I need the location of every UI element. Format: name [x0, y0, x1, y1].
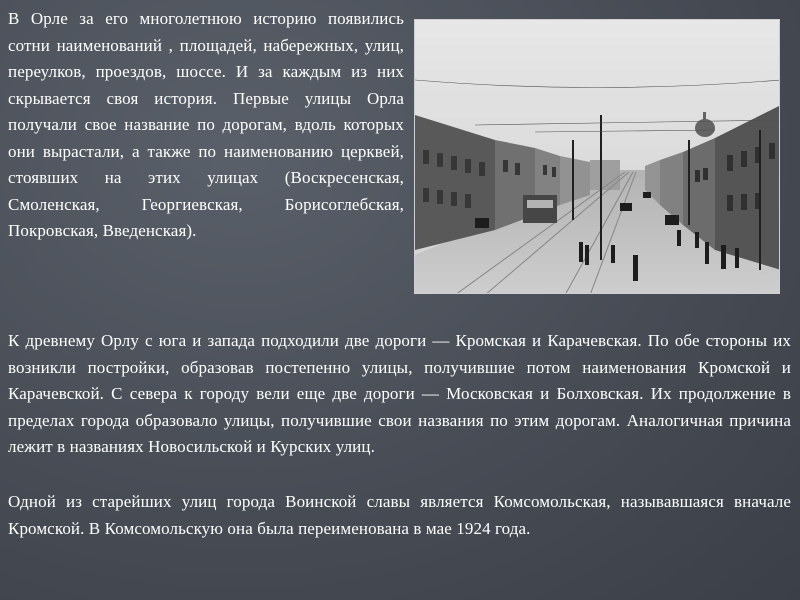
paragraph-komsomolskaya: Одной из старейших улиц города Воинской славы является Комсомольская, называвшаяся вначале Кромской. В Комсомольскую она была переименована в мае 1924 года.: [8, 492, 791, 538]
historic-street-photo: [414, 19, 780, 294]
paragraph-intro: В Орле за его многолетнюю историю появились сотни наименований , площадей, набережных, улиц, переулков, проездов, шоссе. И за каждым из них скрывается своя история. Первые улицы Орла получали свое название по дорогам, вдоль которых они вырастали, а также по наименованию церквей, стоявших на этих улицах (Воскресенская, Смоленская, Георгиевская, Борисоглебская, Покровская, Введенская).: [8, 9, 404, 240]
paragraph-roads: К древнему Орлу с юга и запада подходили две дороги — Кромская и Карачевская. По обе стороны их возникли постройки, образовав постепенно улицы, получившие потом наименования Кромской и Карачевской. С севера к городу вели еще две дороги — Московская и Болховская. Их продолжение в пределах города образовало улицы, получившие свои названия по этим дорогам. Аналогичная причина лежит в названиях Новосильской и Курских улиц.: [8, 331, 791, 456]
